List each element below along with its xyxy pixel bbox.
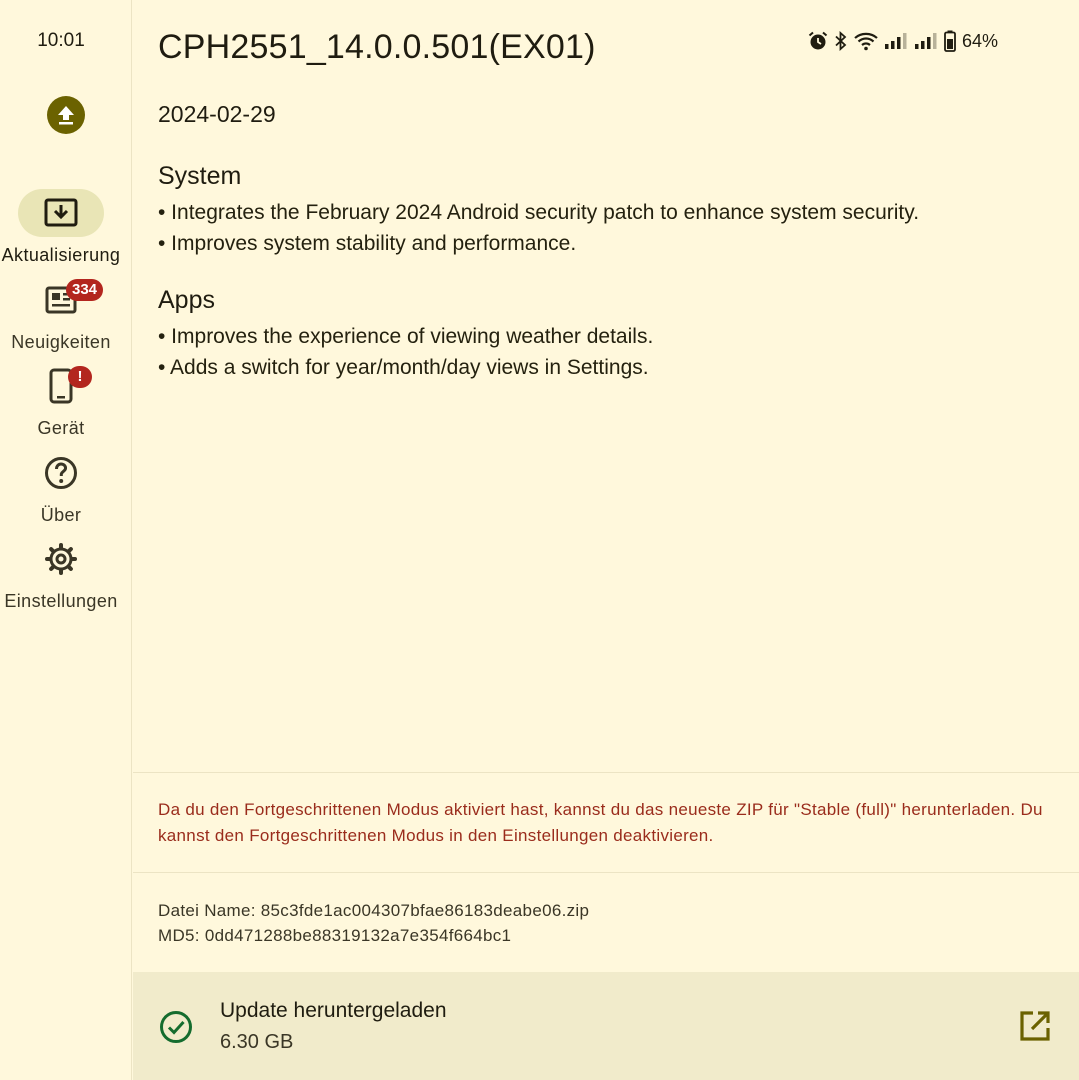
divider: [133, 872, 1079, 873]
signal-icon: [884, 31, 908, 51]
update-date: 2024-02-29: [158, 101, 276, 127]
upload-button[interactable]: [47, 96, 85, 134]
system-update-icon: [44, 198, 78, 228]
file-name: Datei Name: 85c3fde1ac004307bfae86183deabe06.zip: [158, 901, 590, 920]
navigation-rail: [0, 0, 132, 1080]
divider: [133, 772, 1079, 773]
changelog-bullet: • Improves system stability and performance.: [158, 232, 577, 255]
changelog-bullet: • Integrates the February 2024 Android security patch to enhance system security.: [158, 201, 920, 224]
gear-icon: [44, 542, 78, 576]
nav-label: Über: [40, 505, 82, 525]
section-title: System: [158, 162, 242, 190]
alarm-icon: [808, 31, 828, 51]
nav-active-indicator: [18, 189, 104, 237]
nav-label: Aktualisierung: [1, 245, 121, 265]
update-version-title: CPH2551_14.0.0.501(EX01): [158, 28, 596, 66]
nav-item-geraet[interactable]: [0, 362, 122, 439]
battery-icon: [944, 30, 956, 52]
download-size: 6.30 GB: [220, 1031, 294, 1053]
nav-label: Neuigkeiten: [11, 332, 111, 352]
nav-item-neuigkeiten[interactable]: [0, 276, 122, 353]
file-info: [158, 898, 589, 948]
device-alert-badge: !: [68, 366, 92, 388]
nav-item-ueber[interactable]: [0, 449, 122, 526]
open-in-new-icon[interactable]: [1019, 1010, 1051, 1042]
section-title: Apps: [158, 286, 215, 314]
changelog-bullet: • Adds a switch for year/month/day views in Settings.: [158, 356, 649, 379]
wifi-icon: [854, 31, 878, 51]
changelog-section-system: [158, 162, 1038, 259]
file-md5: MD5: 0dd471288be88319132a7e354f664bc1: [158, 926, 512, 945]
download-status-bar: [133, 972, 1079, 1080]
battery-level: 64%: [962, 30, 999, 51]
nav-label: Gerät: [37, 418, 85, 438]
check-circle-icon: [159, 1010, 193, 1044]
nav-item-aktualisierung[interactable]: [0, 189, 122, 266]
signal-icon: [914, 31, 938, 51]
help-icon: [44, 456, 78, 490]
news-count-badge: 334: [66, 279, 103, 301]
changelog-bullet: • Improves the experience of viewing weather details.: [158, 325, 654, 348]
bluetooth-icon: [834, 31, 848, 51]
upload-icon: [54, 103, 78, 127]
nav-label: Einstellungen: [4, 591, 118, 611]
status-bar: [808, 28, 998, 54]
status-time: 10:01: [37, 30, 85, 51]
advanced-mode-notice: Da du den Fortgeschrittenen Modus aktiviert hast, kannst du das neueste ZIP für "Stable (full)" herunterladen. Du kannst den Fortgeschrittenen Modus in den Einstellungen deaktivieren.: [158, 800, 1043, 845]
changelog-section-apps: [158, 286, 1038, 383]
nav-item-einstellungen[interactable]: [0, 535, 122, 612]
download-status-text: Update heruntergeladen: [220, 999, 447, 1022]
